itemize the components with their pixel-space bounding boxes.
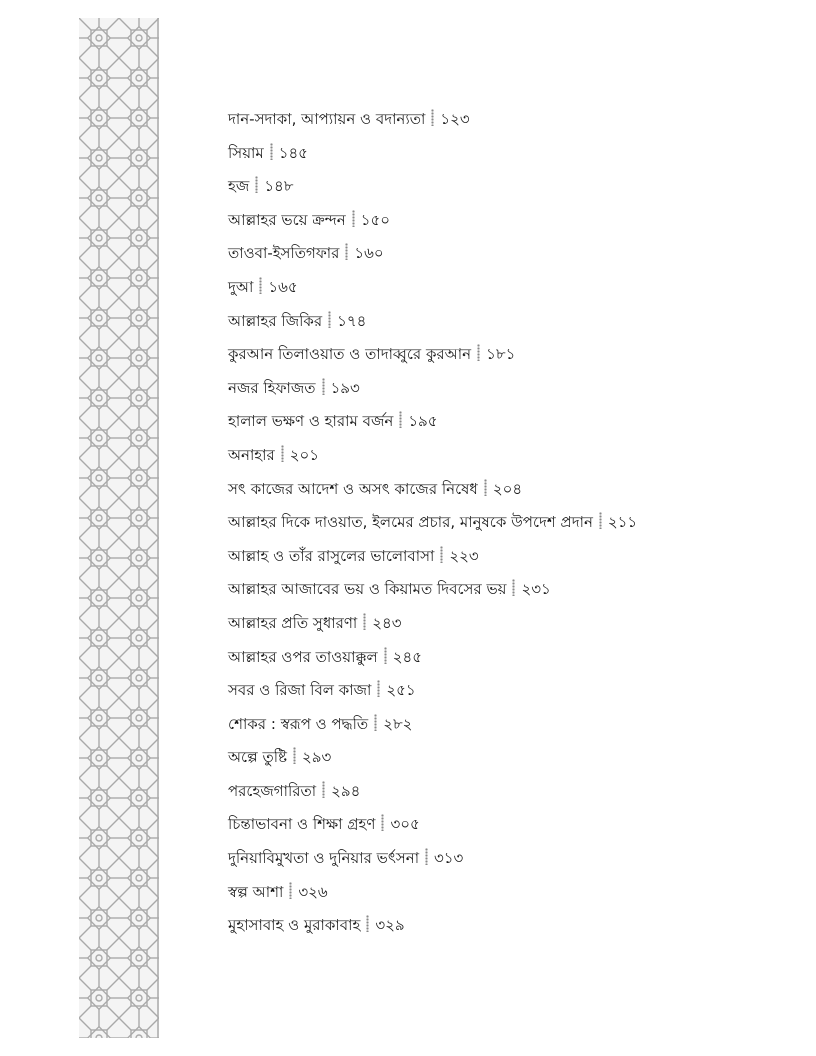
toc-entry xyxy=(228,239,637,273)
toc-entry-page: ৩২৬ xyxy=(298,882,328,901)
toc-entry xyxy=(228,206,637,240)
toc-entry-page: ৩০৫ xyxy=(390,815,420,834)
dotted-divider-icon xyxy=(440,546,443,563)
toc-entry xyxy=(228,374,637,408)
dotted-divider-icon xyxy=(270,143,273,160)
toc-entry-page: ২৩১ xyxy=(521,580,551,599)
toc-entry-title: হালাল ভক্ষণ ও হারাম বর্জন xyxy=(228,412,394,431)
toc-entry-page: ১৫০ xyxy=(360,210,390,229)
dotted-divider-icon xyxy=(374,714,377,731)
toc-entry-title: হজ xyxy=(228,177,250,196)
toc-entry-title: অল্পে তুষ্টি xyxy=(228,748,288,767)
toc-entry-page: ২০৪ xyxy=(492,479,523,498)
toc-entry xyxy=(228,743,637,777)
toc-entry xyxy=(228,407,637,441)
table-of-contents xyxy=(228,105,637,945)
toc-entry-page: ১৯৫ xyxy=(408,412,438,431)
toc-entry-title: দুআ xyxy=(228,277,254,296)
toc-entry-title: মুহাসাবাহ ও মুরাকাবাহ xyxy=(228,916,361,935)
toc-entry xyxy=(228,609,637,643)
toc-entry-title: পরহেজগারিতা xyxy=(228,781,317,800)
toc-entry xyxy=(228,340,637,374)
toc-entry-title: সিয়াম xyxy=(228,143,264,162)
toc-entry xyxy=(228,105,637,139)
dotted-divider-icon xyxy=(352,210,355,227)
toc-entry-page: ১২৩ xyxy=(440,110,470,128)
toc-entry-page: ১৪৫ xyxy=(278,143,308,162)
dotted-divider-icon xyxy=(512,579,515,596)
toc-entry xyxy=(228,307,637,341)
toc-entry-page: ২২৩ xyxy=(449,546,479,565)
toc-entry-page: ২০১ xyxy=(289,445,320,464)
islamic-pattern-border xyxy=(79,18,159,1038)
toc-entry-page: ১৮১ xyxy=(486,345,516,364)
dotted-divider-icon xyxy=(281,445,284,462)
dotted-divider-icon xyxy=(363,613,366,630)
toc-entry-title: অনাহার xyxy=(228,445,275,464)
dotted-divider-icon xyxy=(384,647,387,664)
toc-entry-title: সৎ কাজের আদেশ ও অসৎ কাজের নিষেধ xyxy=(228,479,478,498)
toc-entry-page: ২১১ xyxy=(607,513,638,532)
toc-entry-title: কুরআন তিলাওয়াত ও তাদাব্বুরে কুরআন xyxy=(228,345,472,364)
dotted-divider-icon xyxy=(381,814,384,831)
toc-entry xyxy=(228,441,637,475)
toc-entry xyxy=(228,676,637,710)
toc-entry-title: সবর ও রিজা বিল কাজা xyxy=(228,681,372,700)
dotted-divider-icon xyxy=(322,378,325,395)
toc-entry-page: ২৫১ xyxy=(386,681,416,700)
toc-entry-title: আল্লাহর ওপর তাওয়াক্কুল xyxy=(228,647,378,666)
toc-entry xyxy=(228,273,637,307)
dotted-divider-icon xyxy=(255,176,258,193)
toc-entry-title: দুনিয়াবিমুখতা ও দুনিয়ার ভর্ৎসনা xyxy=(228,849,420,868)
dotted-divider-icon xyxy=(484,479,487,496)
dotted-divider-icon xyxy=(399,411,402,428)
toc-entry-page: ৩২৯ xyxy=(375,916,405,935)
toc-entry-page: ২৪৩ xyxy=(372,613,402,632)
toc-entry-page: ১৪৮ xyxy=(264,177,294,196)
toc-entry xyxy=(228,508,637,542)
toc-entry-page: ১৭৪ xyxy=(337,311,367,330)
dotted-divider-icon xyxy=(477,344,480,361)
toc-entry-page: ২৯৪ xyxy=(331,781,361,800)
toc-entry xyxy=(228,844,637,878)
toc-entry xyxy=(228,878,637,912)
dotted-divider-icon xyxy=(293,747,296,764)
dotted-divider-icon xyxy=(599,512,602,529)
toc-entry-title: আল্লাহর প্রতি সুধারণা xyxy=(228,613,358,632)
toc-entry-title: আল্লাহর আজাবের ভয় ও কিয়ামত দিবসের ভয় xyxy=(228,580,507,599)
toc-entry xyxy=(228,643,637,677)
dotted-divider-icon xyxy=(366,915,369,932)
toc-entry-page: ২৪৫ xyxy=(392,647,422,666)
toc-entry-title: আল্লাহ ও তাঁর রাসুলের ভালোবাসা xyxy=(228,546,435,565)
toc-entry xyxy=(228,575,637,609)
dotted-divider-icon xyxy=(377,680,380,697)
toc-entry xyxy=(228,475,637,509)
toc-entry-title: তাওবা-ইসতিগফার xyxy=(228,244,340,263)
toc-entry-title: স্বল্প আশা xyxy=(228,882,284,901)
toc-entry-title: শোকর : স্বরূপ ও পদ্ধতি xyxy=(228,714,369,733)
toc-entry-page: ২৯৩ xyxy=(302,748,332,767)
toc-entry-title: আল্লাহর জিকির xyxy=(228,311,323,330)
toc-entry-title: দান-সদাকা, আপ্যায়ন ও বদান্যতা xyxy=(228,110,426,128)
toc-entry xyxy=(228,810,637,844)
dotted-divider-icon xyxy=(322,781,325,798)
dotted-divider-icon xyxy=(425,848,428,865)
dotted-divider-icon xyxy=(345,243,348,260)
dotted-divider-icon xyxy=(431,109,434,126)
toc-entry-title: নজর হিফাজত xyxy=(228,378,316,397)
dotted-divider-icon xyxy=(289,882,292,899)
toc-entry-title: আল্লাহর দিকে দাওয়াত, ইলমের প্রচার, মানুষকে উপদেশ প্রদান xyxy=(228,513,593,532)
toc-entry xyxy=(228,542,637,576)
toc-entry xyxy=(228,710,637,744)
toc-entry-title: চিন্তাভাবনা ও শিক্ষা গ্রহণ xyxy=(228,815,376,834)
dotted-divider-icon xyxy=(328,311,331,328)
toc-entry-page: ১৬০ xyxy=(354,244,384,263)
toc-entry xyxy=(228,911,637,945)
toc-entry-page: ১৯৩ xyxy=(330,378,360,397)
toc-entry xyxy=(228,172,637,206)
toc-entry-page: ১৬৫ xyxy=(268,277,298,296)
toc-entry-title: আল্লাহর ভয়ে ক্রন্দন xyxy=(228,210,346,229)
toc-entry-page: ২৮২ xyxy=(383,714,413,733)
toc-entry xyxy=(228,139,637,173)
toc-entry-page: ৩১৩ xyxy=(434,849,464,868)
toc-entry xyxy=(228,777,637,811)
dotted-divider-icon xyxy=(259,277,262,294)
